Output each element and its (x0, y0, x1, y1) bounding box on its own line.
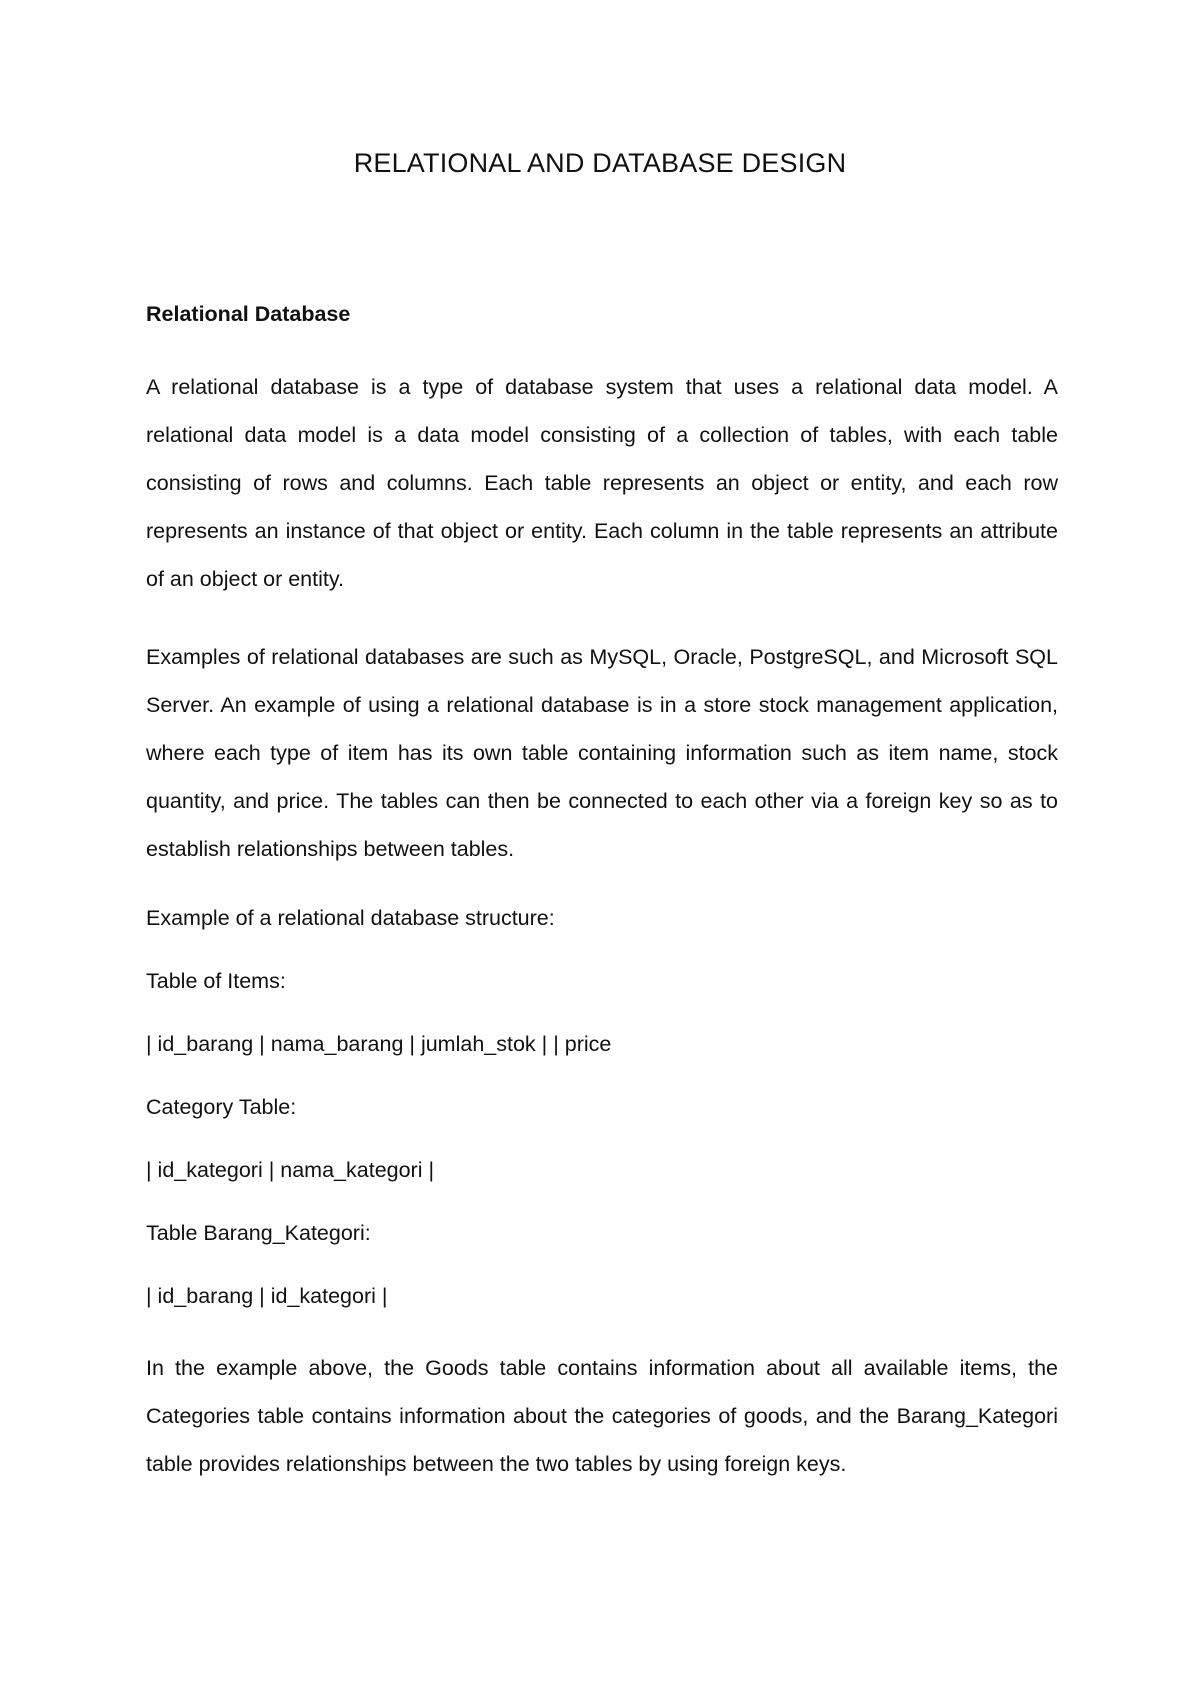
table-columns-items: | id_barang | nama_barang | jumlah_stok | | price (146, 1032, 612, 1056)
section-heading: Relational Database (146, 302, 351, 326)
table-label-category: Category Table: (146, 1095, 297, 1119)
table-columns-barang-kategori: | id_barang | id_kategori | (146, 1284, 388, 1308)
document-body (146, 299, 1058, 1518)
document-title: RELATIONAL AND DATABASE DESIGN (353, 148, 847, 178)
paragraph-closing: In the example above, the Goods table contains information about all available items, the Categories table contains information about the categories of goods, and the Barang_Kategori table provides relationships between the two tables by using foreign keys. (146, 1356, 1058, 1476)
paragraph-examples: Examples of relational databases are such as MySQL, Oracle, PostgreSQL, and Microsoft SQL Server. An example of using a relational database is in a store stock management application, where each type of item has its own table containing information such as item name, stock quantity, and price. The tables can then be connected to each other via a foreign key so as to establish relationships between tables. (146, 645, 1058, 861)
structure-intro: Example of a relational database structure: (146, 906, 555, 930)
table-label-barang-kategori: Table Barang_Kategori: (146, 1221, 371, 1245)
table-label-items: Table of Items: (146, 969, 286, 993)
table-columns-category: | id_kategori | nama_kategori | (146, 1158, 435, 1182)
paragraph-definition: A relational database is a type of database system that uses a relational data model. A relational data model is a data model consisting of a collection of tables, with each table consisting of rows and columns. Each table represents an object or entity, and each row represents an instance of that object or entity. Each column in the table represents an attribute of an object or entity. (146, 375, 1058, 591)
